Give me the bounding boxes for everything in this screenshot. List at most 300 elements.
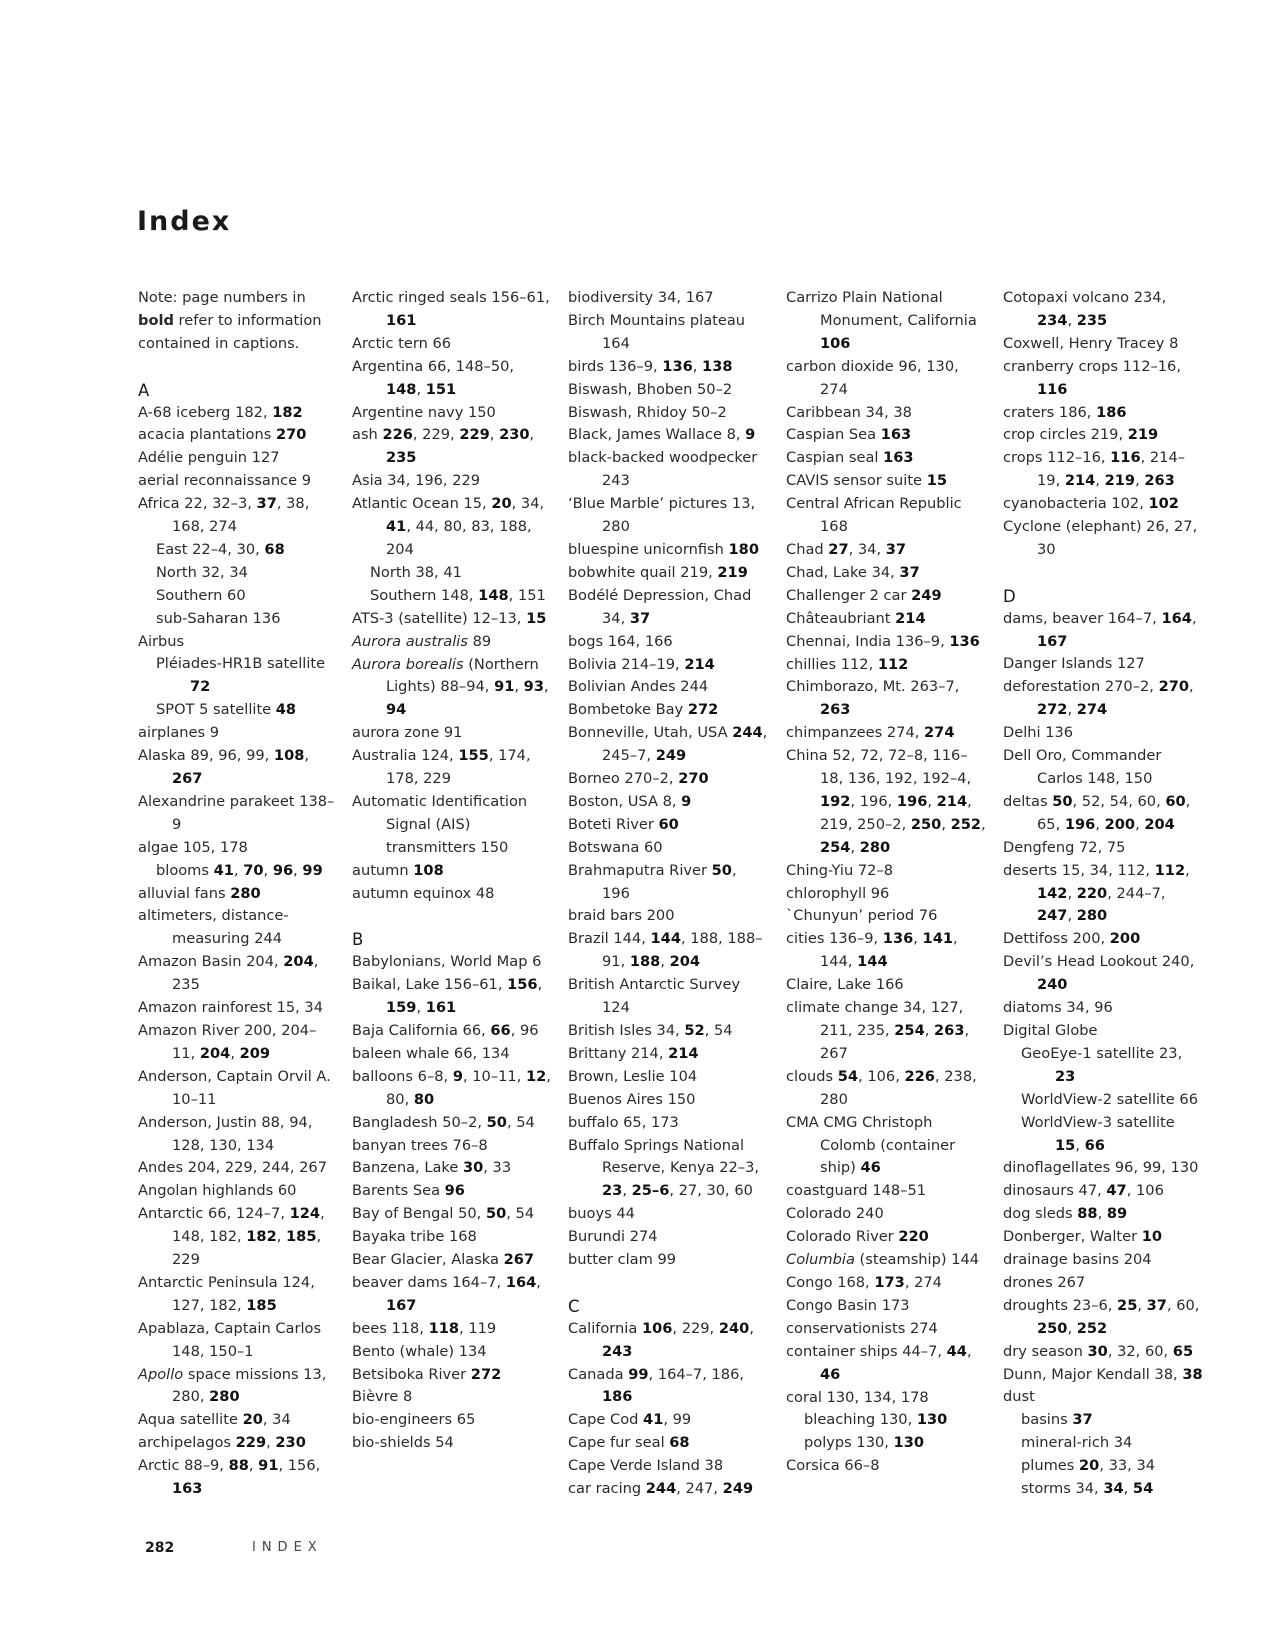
page-ref: , 34, (848, 540, 886, 558)
page-refs (1066, 999, 1112, 1016)
page-refs (1091, 426, 1159, 443)
page-ref: 89, 96, 99, (190, 747, 274, 765)
page-refs (623, 1114, 679, 1131)
entry-term: Alexandrine parakeet (138, 792, 295, 810)
index-entry (138, 791, 338, 837)
entry-term: CAVIS sensor suite (786, 472, 923, 490)
page-refs (895, 610, 925, 627)
page-ref: , 174, 178, 229 (386, 747, 531, 788)
page-refs (468, 404, 496, 421)
index-entry (786, 1295, 986, 1318)
index-subentry (138, 585, 338, 608)
entry-term: carbon dioxide (786, 357, 894, 375)
index-entry (352, 470, 552, 493)
entry-term: airplanes (138, 724, 206, 742)
entry-term: A-68 iceberg (138, 403, 231, 421)
page-refs (172, 1091, 216, 1108)
entry-term: Africa (138, 495, 180, 513)
index-entry (786, 539, 986, 562)
entry-term: butter clam (568, 1251, 653, 1269)
bold-page-ref: 106 (820, 334, 851, 352)
entry-term: Brazil (568, 930, 609, 948)
bold-page-ref: 280 (230, 884, 261, 902)
bold-page-ref: 270 (275, 426, 307, 444)
index-entry (1003, 722, 1203, 745)
bold-page-ref: 52 (684, 1022, 705, 1039)
index-entry (786, 883, 986, 906)
page-ref: 96, 99, 130 (1114, 1159, 1199, 1177)
entry-term: Borneo (568, 770, 620, 788)
index-entry (1003, 1386, 1203, 1409)
page-ref: , (543, 678, 549, 696)
page-refs (1037, 449, 1185, 489)
entry-term: Buffalo Springs National Reserve, Kenya (568, 1136, 745, 1177)
index-entry (568, 1226, 768, 1249)
index-entry (786, 654, 986, 677)
page-ref: , (924, 1022, 935, 1039)
index-subentry (138, 562, 338, 585)
page-ref: 267 (1057, 1273, 1086, 1291)
entry-term: Arctic ringed seals (352, 289, 487, 306)
bold-page-ref: 136 (882, 930, 914, 948)
entry-term: Chimborazo, Mt. (786, 678, 906, 696)
page-refs (1073, 930, 1141, 947)
bold-page-ref: 25 (1117, 1296, 1138, 1314)
bold-page-ref: 66 (1084, 1136, 1105, 1154)
page-ref: 243 (602, 472, 630, 490)
page-ref: 15, (463, 495, 492, 513)
index-subentry (1003, 1043, 1203, 1089)
page-ref: 130, (879, 1411, 917, 1429)
entry-term: Buenos Aires (568, 1090, 663, 1108)
bold-page-ref: 186 (1096, 403, 1127, 421)
entry-term: altimeters, distance-measuring (138, 907, 289, 948)
entry-term: dinosaurs (1003, 1182, 1074, 1200)
page-ref: 50–2 (697, 380, 733, 398)
bold-page-ref: 229 (235, 1434, 267, 1452)
page-ref: 130, (856, 1434, 894, 1452)
index-entry (568, 356, 768, 379)
index-entry (138, 1409, 338, 1432)
entry-term: Birch Mountains plateau (568, 311, 746, 329)
bold-page-ref: 30 (1087, 1342, 1108, 1360)
page-ref: 168 (448, 1228, 477, 1246)
page-ref: 9 (301, 472, 312, 490)
page-refs (382, 426, 534, 466)
entry-term: Bonneville, Utah, USA (568, 724, 728, 742)
index-entry (1003, 287, 1203, 333)
page-ref: 8 (402, 1388, 413, 1406)
page-refs (1117, 655, 1145, 672)
bold-page-ref: 65 (1172, 1342, 1194, 1360)
index-entry (1003, 1226, 1203, 1249)
page-ref: 76–8 (452, 1136, 488, 1154)
index-entry (568, 837, 768, 860)
page-ref: 148, 150–1 (172, 1342, 254, 1360)
index-entry (352, 951, 552, 974)
entry-term: Amazon rainforest (138, 999, 272, 1017)
index-column-3 (568, 287, 768, 1501)
page-ref: , (1135, 472, 1145, 490)
page-ref: 10–11 (172, 1090, 217, 1108)
bold-page-ref: 163 (880, 426, 912, 444)
page-ref: 144, (613, 930, 651, 948)
entry-term: Arctic tern (352, 334, 428, 352)
index-entry (138, 424, 338, 447)
index-entry (138, 1272, 338, 1318)
index-entry (352, 860, 552, 883)
bold-page-ref: 20 (1079, 1457, 1100, 1475)
page-ref: 234, (1133, 289, 1167, 306)
bold-page-ref: 182 (246, 1228, 277, 1246)
bold-page-ref: 270 (1158, 678, 1190, 696)
bold-page-ref: 50 (485, 1205, 507, 1223)
index-entry (1003, 791, 1203, 837)
page-refs (1072, 1411, 1092, 1428)
index-entry (138, 1157, 338, 1180)
bold-page-ref: 240 (718, 1319, 750, 1337)
page-refs (1059, 404, 1127, 421)
bold-page-ref: 116 (1110, 449, 1141, 467)
page-ref: 182, (235, 403, 273, 421)
page-ref: 240 (855, 1205, 884, 1223)
page-refs (658, 289, 714, 306)
entry-term: craters (1003, 403, 1055, 421)
entry-term: Brittany (568, 1044, 627, 1062)
entry-term: Caspian seal (786, 449, 879, 467)
page-ref: , 10–11, (462, 1067, 526, 1085)
page-refs (453, 1137, 488, 1154)
index-entry (138, 997, 338, 1020)
bold-page-ref: 252 (1076, 1319, 1108, 1337)
page-ref: 8, (662, 792, 682, 810)
bold-page-ref: 96 (272, 861, 294, 879)
entry-term: black-backed woodpecker (568, 449, 758, 467)
bold-page-ref: 204 (283, 953, 314, 971)
page-ref: 130, 134, 178 (826, 1388, 929, 1406)
bold-page-ref: 89 (1106, 1205, 1128, 1223)
entry-term: CMA CMG Christoph Colomb (container ship) (786, 1113, 956, 1177)
index-entry (352, 1066, 552, 1112)
entry-term: Anderson, Justin (138, 1113, 257, 1131)
page-title: Index (137, 206, 232, 237)
entry-term: Australia (352, 747, 417, 765)
bold-page-ref: 54 (837, 1067, 859, 1085)
bold-page-ref: 209 (239, 1044, 271, 1062)
page-ref: 112, (840, 655, 878, 673)
entry-term: Bolivian Andes (568, 678, 676, 696)
bold-page-ref: 186 (602, 1388, 633, 1406)
entry-term: Digital Globe (1003, 1021, 1098, 1039)
page-ref: 34, 127, 211, 235, (820, 999, 964, 1039)
entry-term: Bear Glacier, Alaska (352, 1251, 499, 1269)
entry-term: SPOT 5 satellite (156, 701, 272, 719)
entry-term: Colorado (786, 1205, 852, 1223)
entry-term: Automatic Identification Signal (AIS) transmitters (352, 792, 528, 856)
entry-term: algae (138, 838, 179, 856)
index-entry (1003, 1272, 1203, 1295)
page-ref: 34, 167 (657, 289, 714, 306)
bold-page-ref: 240 (1037, 976, 1068, 994)
index-entry (352, 1180, 552, 1203)
page-refs (432, 335, 451, 352)
page-ref: 34, 96 (1066, 999, 1113, 1017)
page-ref: , 229, (672, 1319, 719, 1337)
entry-term: storms (1021, 1480, 1071, 1498)
bold-page-ref: 161 (425, 999, 457, 1017)
index-entry (786, 1272, 986, 1295)
bold-page-ref: 204 (1144, 815, 1175, 833)
bold-page-ref: 124 (289, 1205, 321, 1223)
page-ref: , (1135, 815, 1145, 833)
entry-term: acacia plantations (138, 426, 272, 444)
entry-term: bluespine unicornfish (568, 540, 724, 558)
index-entry (138, 1066, 338, 1112)
bold-page-ref: 108 (273, 747, 305, 765)
page-ref: 26, 27, 30 (1037, 518, 1198, 558)
page-ref: 96 (870, 884, 890, 902)
page-ref: , 245–7, (602, 724, 768, 765)
page-ref: , (1123, 1480, 1133, 1498)
page-refs (624, 770, 708, 787)
entry-term: Andes (138, 1159, 184, 1177)
index-entry (352, 1409, 552, 1432)
page-ref: 38, 41 (415, 563, 462, 581)
index-entry (352, 722, 552, 745)
page-refs (227, 587, 246, 604)
entry-term: Argentine navy (352, 403, 464, 421)
page-refs (1037, 793, 1190, 833)
bold-page-ref: 159 (386, 999, 417, 1017)
index-entry (786, 585, 986, 608)
index-entry (1003, 1203, 1203, 1226)
page-ref: , 119 (459, 1319, 497, 1337)
page-refs (669, 1068, 697, 1085)
index-entry (786, 1066, 986, 1112)
page-refs (919, 907, 938, 924)
page-refs (276, 426, 306, 443)
index-entry (138, 1203, 338, 1272)
entry-term: Dettifoss (1003, 930, 1068, 948)
page-ref: 112–16, (1047, 449, 1111, 467)
bold-page-ref: 272 (470, 1365, 502, 1383)
bold-page-ref: 274 (924, 724, 955, 742)
bold-page-ref: 163 (172, 1480, 203, 1498)
page-refs (1079, 1182, 1164, 1199)
page-number: 282 (145, 1540, 175, 1556)
entry-term: Southern (156, 586, 223, 604)
page-ref: , (536, 1273, 541, 1291)
page-ref: 274 (909, 1319, 938, 1337)
index-entry (786, 470, 986, 493)
page-ref: , 144, (820, 930, 958, 971)
page-refs (172, 747, 309, 787)
page-refs (602, 335, 630, 352)
bold-page-ref: 244 (732, 724, 763, 742)
index-subentry (786, 1409, 986, 1432)
bold-page-ref: 200 (1109, 930, 1141, 948)
entry-term: coral (786, 1388, 822, 1406)
page-ref: 54 (435, 1434, 454, 1452)
page-refs (896, 633, 980, 650)
page-ref: 72–8 (857, 861, 894, 879)
index-entry (138, 447, 338, 470)
page-ref: 136–9, (895, 632, 950, 650)
index-entry (352, 1432, 552, 1455)
bold-page-ref: 9 (452, 1067, 463, 1085)
page-refs (911, 587, 941, 604)
index-entry (138, 905, 338, 951)
entry-term: clouds (786, 1067, 834, 1085)
page-refs (1114, 1434, 1133, 1451)
index-entry (568, 1364, 768, 1410)
page-refs (910, 1320, 938, 1337)
entry-term: British Antarctic Survey (568, 976, 741, 994)
page-ref: , (966, 1342, 972, 1360)
page-refs (230, 885, 260, 902)
page-ref: , (529, 426, 535, 444)
index-entry (568, 1203, 768, 1226)
bold-page-ref: 44 (946, 1342, 967, 1360)
page-refs (172, 495, 309, 535)
page-refs (214, 862, 323, 879)
page-refs (1075, 1480, 1153, 1497)
index-subentry (138, 699, 338, 722)
entry-term: Châteaubriant (786, 609, 891, 627)
page-ref: , (416, 999, 426, 1017)
entry-term: Baikal, Lake (352, 976, 440, 994)
index-entry (138, 745, 338, 791)
page-refs (277, 999, 323, 1016)
index-entry (1003, 653, 1203, 676)
bold-page-ref: 188 (629, 953, 661, 971)
entry-term: dog sleds (1003, 1205, 1073, 1223)
index-entry (568, 562, 768, 585)
page-ref: 148, 150 (1087, 770, 1153, 787)
page-ref: 124, 127, 182, (172, 1273, 315, 1314)
index-entry (352, 1157, 552, 1180)
bold-page-ref: 148 (386, 380, 417, 398)
bold-page-ref: 9 (681, 792, 692, 810)
bold-page-ref: 247 (1037, 907, 1068, 925)
page-ref: , 52, 54, 60, (1072, 792, 1166, 810)
bold-page-ref: 214 (684, 655, 715, 673)
page-refs (1111, 495, 1179, 512)
bold-page-ref: 46 (860, 1159, 881, 1177)
page-refs (820, 1068, 977, 1108)
index-entry (1003, 1157, 1203, 1180)
page-refs (871, 885, 890, 902)
page-ref: , 229 (172, 1228, 322, 1269)
bold-page-ref: 214 (1064, 472, 1096, 490)
bold-page-ref: 252 (950, 815, 982, 833)
page-ref: 34, (871, 563, 900, 581)
page-ref: 22–4, 30, (192, 540, 265, 558)
bold-page-ref: 226 (382, 426, 413, 444)
entry-term: Bodélé Depression, Chad (568, 586, 752, 604)
index-entry (568, 814, 768, 837)
bold-page-ref: 250 (910, 815, 942, 833)
page-ref: 134 (458, 1342, 487, 1360)
entry-term: plumes (1021, 1457, 1075, 1475)
bold-page-ref: 136 (662, 357, 693, 375)
page-ref: 150 (467, 403, 496, 421)
page-refs (278, 1182, 297, 1199)
page-ref: 66–8 (844, 1457, 880, 1475)
index-entry (568, 1066, 768, 1089)
page-ref: 89 (472, 632, 492, 650)
entry-term: Central African Republic (786, 495, 962, 513)
page-refs (881, 426, 911, 443)
page-refs (657, 1022, 733, 1039)
bold-page-ref: 46 (820, 1365, 841, 1383)
page-refs (608, 633, 673, 650)
bold-page-ref: 144 (650, 930, 681, 948)
entry-term: Colorado River (786, 1228, 894, 1246)
page-ref: 15, 34, 112, (1061, 861, 1155, 879)
entry-term: Atlantic Ocean (352, 495, 459, 513)
entry-term: Cape Cod (568, 1411, 639, 1429)
entry-term: braid bars (568, 907, 642, 925)
bold-page-ref: 130 (916, 1411, 948, 1429)
page-ref: 44 (616, 1205, 635, 1223)
entry-term: Cotopaxi volcano (1003, 289, 1130, 306)
page-ref: , (537, 976, 543, 994)
entry-term: Corsica (786, 1457, 840, 1475)
entry-term: Amazon Basin (138, 953, 242, 971)
page-refs (415, 564, 461, 581)
page-refs (630, 1228, 658, 1245)
index-entry (1003, 402, 1203, 425)
index-entry (786, 905, 986, 928)
entry-term: GeoEye-1 satellite (1021, 1044, 1155, 1062)
entry-term: drainage basins (1003, 1251, 1120, 1269)
page-ref: , (1067, 701, 1077, 719)
page-ref: 8 (1169, 334, 1179, 352)
page-refs (532, 953, 541, 970)
page-ref: 124 (602, 999, 630, 1017)
index-subentry (138, 860, 338, 883)
page-ref: , 267 (820, 1022, 970, 1062)
index-subentry (138, 539, 338, 562)
page-ref: refer to information contained in captions. (138, 311, 322, 352)
page-ref: 214–19, (621, 655, 685, 673)
index-entry (786, 860, 986, 883)
page-refs (276, 701, 296, 718)
bold-page-ref: 15 (526, 609, 547, 627)
page-ref: , 274 (904, 1273, 942, 1291)
bold-page-ref: 66 (490, 1021, 511, 1039)
index-entry (786, 722, 986, 745)
entry-term: Botswana (568, 838, 640, 856)
index-subentry (1003, 1089, 1203, 1112)
page-refs (1079, 839, 1125, 856)
page-refs (616, 1205, 635, 1222)
page-refs (668, 1091, 696, 1108)
entry-term: ‘Blue Marble’ pictures (568, 495, 728, 513)
page-refs (504, 1251, 534, 1268)
index-entry (568, 654, 768, 677)
entry-term: Babylonians, World Map (352, 953, 528, 971)
index-entry (1003, 447, 1203, 493)
page-ref: , (489, 426, 500, 444)
page-ref: 34, (656, 1022, 685, 1039)
entry-term: Arctic (138, 1457, 180, 1475)
entry-term: WorldView-3 satellite (1021, 1113, 1175, 1131)
bold-page-ref: 9 (745, 426, 756, 444)
page-refs (183, 839, 248, 856)
page-ref: , (622, 1182, 632, 1200)
